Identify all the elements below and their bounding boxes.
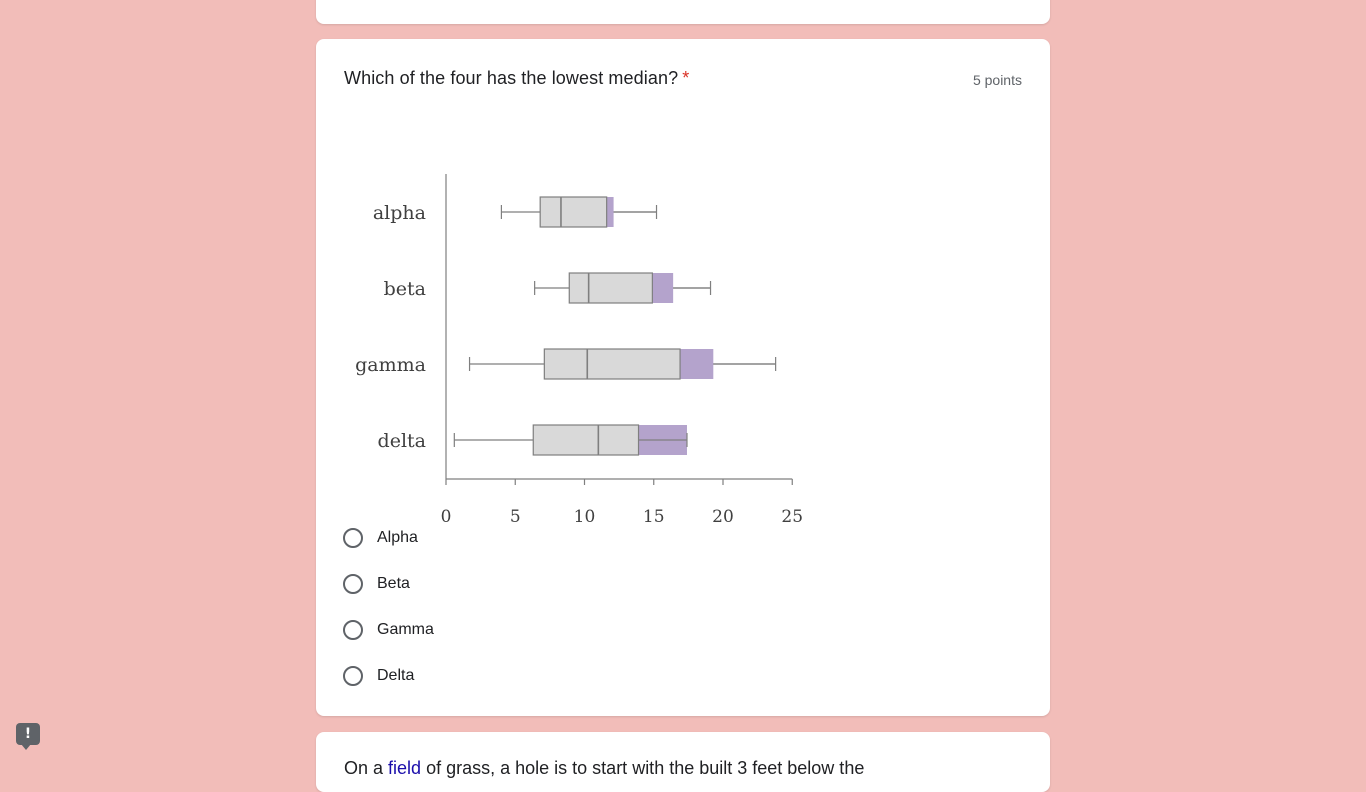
box-delta — [533, 425, 638, 455]
required-asterisk: * — [682, 68, 690, 88]
highlight-band-gamma — [680, 349, 713, 379]
question-title — [344, 68, 689, 89]
category-label-gamma: gamma — [355, 354, 426, 376]
x-tick-label: 10 — [573, 507, 596, 527]
box-gamma — [544, 349, 680, 379]
x-tick-label: 0 — [440, 507, 452, 527]
option-gamma[interactable] — [343, 607, 434, 653]
option-label: Alpha — [377, 529, 418, 546]
highlight-band-beta — [652, 273, 673, 303]
next-question-card — [316, 732, 1050, 792]
question-points: 5 points — [972, 72, 1022, 88]
option-alpha[interactable] — [343, 515, 434, 561]
x-tick-label: 25 — [781, 507, 804, 527]
x-tick-label: 15 — [642, 507, 665, 527]
radio-button[interactable] — [343, 528, 363, 548]
highlight-band-alpha — [607, 197, 614, 227]
option-beta[interactable] — [343, 561, 434, 607]
report-problem-icon[interactable]: ! — [16, 723, 40, 745]
category-label-delta: delta — [377, 430, 426, 452]
radio-button[interactable] — [343, 666, 363, 686]
category-label-alpha: alpha — [372, 202, 426, 224]
boxplot-svg — [344, 120, 824, 527]
option-label: Delta — [377, 667, 415, 684]
option-label: Beta — [377, 575, 410, 592]
boxplot-chart — [344, 120, 824, 527]
radio-button[interactable] — [343, 574, 363, 594]
category-label-beta: beta — [383, 278, 426, 300]
box-alpha — [540, 197, 606, 227]
radio-button[interactable] — [343, 620, 363, 640]
option-label: Gamma — [377, 621, 434, 638]
option-delta[interactable] — [343, 653, 434, 699]
question-card — [316, 39, 1050, 716]
next-question-suffix: of grass, a hole is to start with the built 3 feet below the — [426, 758, 865, 778]
question-text: Which of the four has the lowest median? — [344, 68, 679, 88]
x-tick-label: 5 — [509, 507, 521, 527]
previous-question-card — [316, 0, 1050, 24]
box-beta — [569, 273, 652, 303]
next-question-prefix: On a — [344, 758, 384, 778]
x-tick-label: 20 — [712, 507, 734, 527]
next-question-link[interactable]: field — [388, 758, 422, 778]
answer-options — [343, 515, 434, 699]
next-question-text — [344, 758, 864, 779]
